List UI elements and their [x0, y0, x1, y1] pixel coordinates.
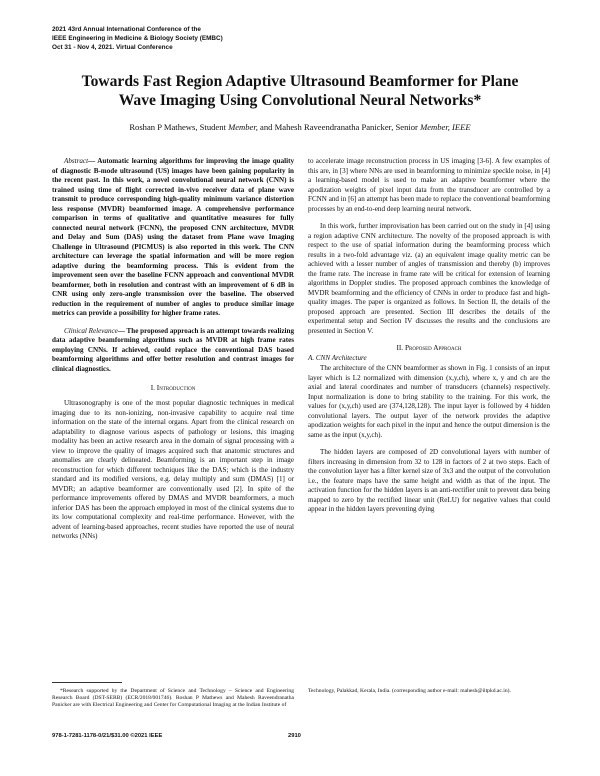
abstract-text: — Automatic learning algorithms for improving the image quality of diagnostic B-mode ultrasound (US) images have been gaining popularity in the recent past. In this work, a novel convolutional neural network (CNN) is trained using time of flight corrected in-vivo receiver data of plane wave transmit to produce corresponding high-quality minimum variance distortion less response (MVDR) beamformed image. A comprehensive performance comparison in terms of qualitative and quantitative measures for fully connected neural network (FCNN), the proposed CNN architecture, MVDR and Delay and Sum (DAS) using the dataset from Plane wave Imaging Challenge in Ultrasound (PICMUS) is also reported in this work. The CNN architecture can leverage the spatial information and will be more region adaptive during the beamforming process. This is evident from the improvement seen over the baseline FCNN approach and conventional MVDR beamformer, both in resolution and contrast with an improvement of 6 dB in CNR using only zero-angle transmission over the baseline. The observed reduction in the requirement of number of angles to produce similar image metrics can provide a possibility for higher frame rates. — [52, 157, 294, 317]
author-part-2: and Mahesh Raveendranatha Panicker, Senior — [257, 122, 421, 132]
relevance-text: — The proposed approach is an attempt towards realizing data adaptive beamforming algorithms such as MVDR at high frame rates employing CNNs. If achieved, could replace the conventional DAS based beamforming algorithms and offer better resolution and contrast images for clinical diagnostics. — [52, 326, 294, 373]
left-column — [52, 157, 294, 542]
page-number: 2910 — [288, 733, 301, 739]
author-line — [50, 122, 550, 132]
member-label-2: Member, IEEE — [420, 122, 471, 132]
abstract-lead: Abstract — [64, 157, 89, 165]
right-column — [308, 157, 550, 515]
intro-continued-paragraph: to accelerate image reconstruction process in US imaging [3-6]. A few examples of this are, in [3] where NNs are used in beamforming to minimize speckle noise, in [4] a learning-based model is used to make an adaptive beamformer where the apodization weights of pixel input data from the transducer are controlled by a FCNN and in [6] an attempt has been made to replace the conventional beamforming processes by an end-to-end deep learning neural network. — [308, 157, 550, 213]
title-line-1: Towards Fast Region Adaptive Ultrasound Beamformer for Plane — [81, 73, 519, 90]
novelty-paragraph: In this work, further improvisation has been carried out on the study in [4] using a region adaptive CNN architecture. The novelty of the proposed approach is with respect to the use of spatial information during the beamforming process which results in a two-fold advantage viz. (a) an equivalent image quality metric can be achieved with a lesser number of angles of transmission and thereby (b) improves the frame rate. The increase in frame rate will be critical for extension of learning algorithms in Doppler studies. The proposed approach combines the knowledge of MVDR beamforming and the efficiency of CNNs in order to produce fast and high-quality images. The paper is organized as follows. In Section II, the details of the proposed approach are presented. Section III describes the details of the experimental setup and Section IV discusses the results and the conclusions are presented in Section V. — [308, 222, 550, 335]
subsection-heading-cnn-architecture: A. CNN Architecture — [308, 354, 367, 362]
member-label-1: Member, — [228, 122, 258, 132]
title-line-2: Wave Imaging Using Convolutional Neural Networks* — [118, 92, 482, 109]
author-part-1: Roshan P Mathews, Student — [129, 122, 229, 132]
footnote-rule — [52, 682, 122, 683]
footnote-left: *Research supported by the Department of Science and Technology – Science and Engineering Research Board (DST-SERB) (ECR/2018/001746). Roshan P Mathews and Mahesh Raveendranatha Panicker are with Electrical Engineering and Center for Computational Imaging at the Indian Institute of — [52, 688, 294, 709]
abstract — [52, 157, 294, 319]
relevance-lead: Clinical Relevance — [64, 326, 118, 335]
conference-line-3: Oct 31 - Nov 4, 2021. Virtual Conference — [52, 44, 173, 51]
introduction-paragraph: Ultrasonography is one of the most popular diagnostic techniques in medical imaging due to its non-ionizing, non-invasive capability to acquire real time information on the state of the internal organs. Apart from the clinical research on adaptability to diagnose various aspects of pathology or lesions, this imaging modality has been an active research area in the domain of signal processing with a view to improve the quality of images acquired such that anatomic structures and anomalies are clearly delineated. Beamforming is an important step in image reconstruction for which different techniques like the DAS; which is the industry standard and its modified versions, e.g. delay multiply and sum (DMAS) [1] or MVDR; an adaptive beamformer are conventionally used [2]. In spite of the performance improvements offered by DMAS and MVDR beamformers, a much inferior DAS has been the approach employed in most of the clinical systems due to its low computational complexity and real-time performance. However, with the advent of learning-based approaches, recent studies have reported the use of neural networks (NNs) — [52, 399, 294, 540]
clinical-relevance — [52, 327, 294, 375]
footer-isbn: 978-1-7281-1178-0/21/$31.00 ©2021 IEEE — [52, 733, 163, 739]
conference-line-1: 2021 43rd Annual International Conference of the — [52, 26, 201, 33]
footnote-right: Technology, Palakkad, Kerala, India. (corresponding author e-mail: mahesh@iitpkd.ac.in). — [308, 688, 511, 694]
section-heading-introduction: I. Introduction — [150, 383, 196, 392]
architecture-paragraph: The architecture of the CNN beamformer as shown in Fig. 1 consists of an input layer which is L2 normalized with dimension (x,y,ch), where x, y and ch are the axial and lateral coordinates and number of transducers (channels) respectively. Input normalization is done to bring stability to the training. For this work, the values for (x,y,ch) used are (374,128,128). The input layer is followed by 4 hidden convolutional layers. The output layer of the network provides the adaptive apodization weights for each pixel in the input and hence the output dimension is the same as the input (x,y,ch). — [308, 364, 550, 439]
conference-header — [52, 25, 352, 52]
conference-line-2: IEEE Engineering in Medicine & Biology Society (EMBC) — [52, 35, 223, 42]
hidden-layers-paragraph: The hidden layers are composed of 2D convolutional layers with number of filters increasing in dimension from 32 to 128 in factors of 2 at two steps. Each of the convolution layer has a filter kernel size of 3x3 and the output of the convolution i.e., the feature maps have the same height and width as that of the input. The activation function for the hidden layers is an anti-rectifier unit to prevent data being mapped to zero by the rectified linear unit (ReLU) for negative values that could appear in the hidden layers preventing dying — [308, 448, 550, 513]
paper-title — [50, 72, 550, 110]
section-heading-proposed-approach: II. Proposed Approach — [396, 343, 462, 352]
